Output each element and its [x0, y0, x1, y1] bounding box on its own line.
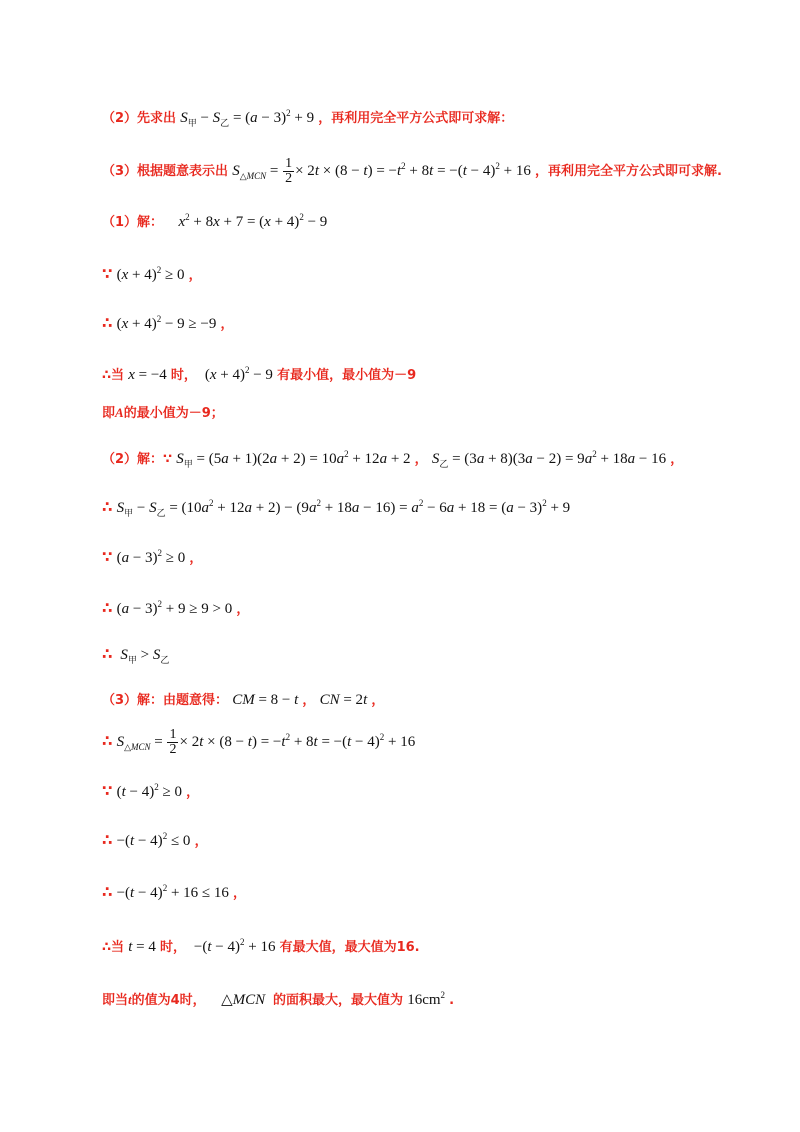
conclusion-text: 即当 [102, 993, 129, 1008]
because-symbol: ∵ [102, 782, 113, 800]
conclusion-text-2: 的最小值为－9； [123, 406, 224, 421]
because-symbol: ∵ [102, 265, 113, 283]
line-max-value [102, 932, 420, 958]
therefore-symbol: ∴ [102, 314, 113, 332]
therefore-symbol: ∴ [102, 831, 113, 849]
when-mid: 时， [159, 940, 186, 955]
conclusion-var: t [128, 992, 132, 1007]
formula: $(t - 4)^2 \ge 0$ [116, 782, 182, 800]
period: . [449, 993, 455, 1008]
hint-2-prefix: （2）先求出 [102, 111, 177, 126]
solution-2-prefix: （2）解：∵ [102, 452, 173, 467]
conclusion-text: 即 [102, 406, 116, 421]
line-solution-2 [102, 444, 683, 474]
formula: $S_甲 - S_乙 = (10a^2 + 12a + 2) - (9a^2 + 18a - 16) = a^2 - 6a + 18 = (a - 3)^2 + 9$ [116, 498, 571, 518]
when-prefix: ∴当 [102, 368, 125, 383]
comma: ， [371, 693, 385, 708]
formula: $S_甲 > S_乙$ [120, 647, 170, 665]
therefore-symbol: ∴ [102, 599, 113, 617]
formula: $(x + 4)^2 \ge 0$ [116, 265, 185, 283]
separator: ， [302, 693, 316, 708]
line-min-value [102, 360, 416, 386]
formula: △MCN [209, 992, 266, 1008]
conclusion-var: A [115, 405, 124, 420]
line-conclusion-1 [102, 403, 224, 424]
comma: ， [236, 602, 250, 617]
therefore-symbol: ∴ [102, 732, 113, 750]
line-therefore-5 [102, 727, 415, 757]
solution-3-prefix: （3）解：由题意得： [102, 693, 229, 708]
formula: $S_乙 = (3a + 8)(3a - 2) = 9a^2 + 18a - 16$ [431, 449, 667, 469]
line-hint-3 [102, 156, 722, 186]
formula: CN = 2t [319, 692, 368, 708]
line-therefore-4 [102, 644, 169, 670]
solution-1-prefix: （1）解： [102, 215, 164, 230]
formula: $-(t - 4)^2 \le 0$ [116, 831, 191, 849]
formula: x = −4 [128, 367, 167, 383]
comma: ， [670, 452, 684, 467]
formula: $(a - 3)^2 + 9 \ge 9 > 0$ [116, 599, 233, 617]
formula: CM = 8 − t [232, 692, 299, 708]
comma: ， [186, 785, 200, 800]
therefore-symbol: ∴ [102, 498, 113, 516]
line-hint-2 [102, 103, 513, 133]
line-solution-3 [102, 690, 384, 711]
when-mid: 时， [170, 368, 197, 383]
comma: ， [188, 268, 202, 283]
hint-3-suffix: ，再利用完全平方公式即可求解. [534, 164, 722, 179]
line-because-2 [102, 543, 202, 569]
line-solution-1 [102, 207, 327, 233]
line-therefore-6 [102, 826, 208, 852]
hint-3-formula: $S_{\triangle MCN}$ = $\frac{1}{2}$ × $2t \times (8 - t) = -t^2 + 8t = -(t - 4)^2 + 16$ [232, 156, 531, 187]
because-symbol: ∵ [102, 548, 113, 566]
solution-1-formula: $x^2 + 8x + 7 = (x + 4)^2 - 9$ [178, 212, 328, 230]
line-therefore-3 [102, 594, 249, 620]
comma: ， [194, 834, 208, 849]
comma: ， [233, 886, 247, 901]
comma: ， [220, 317, 234, 332]
formula: $-(t - 4)^2 + 16$ [190, 937, 276, 955]
line-because-1 [102, 260, 202, 286]
therefore-symbol: ∴ [102, 883, 113, 901]
line-therefore-1 [102, 309, 234, 335]
line-conclusion-3 [102, 985, 454, 1011]
conclusion-text-2: 的值为4时， [131, 993, 206, 1008]
max-suffix: 有最大值，最大值为16. [279, 940, 420, 955]
separator: ， [414, 452, 428, 467]
formula: $S_{\triangle MCN}$ = $\frac{1}{2}$ × $2t \times (8 - t) = -t^2 + 8t = -(t - 4)^2 + 16$ [116, 727, 416, 758]
comma: ， [189, 551, 203, 566]
hint-3-prefix: （3）根据题意表示出 [102, 164, 229, 179]
formula: $16cm^2$ [407, 990, 446, 1008]
hint-2-formula: $S_甲 - S_乙 = (a - 3)^2 + 9$ [180, 108, 315, 128]
line-therefore-7 [102, 878, 246, 904]
formula: $(x + 4)^2 - 9 \ge -9$ [116, 314, 217, 332]
formula: $(x + 4)^2 - 9$ [201, 365, 273, 383]
line-therefore-2 [102, 493, 570, 523]
min-suffix: 有最小值，最小值为－9 [277, 368, 417, 383]
hint-2-suffix: ，再利用完全平方公式即可求解： [318, 111, 514, 126]
formula: $(a - 3)^2 \ge 0$ [116, 548, 186, 566]
therefore-symbol: ∴ [102, 645, 113, 663]
formula: $-(t - 4)^2 + 16 \le 16$ [116, 883, 229, 901]
conclusion-text-3: 的面积最大，最大值为 [273, 993, 404, 1008]
formula: $S_甲 = (5a + 1)(2a + 2) = 10a^2 + 12a + 2$ [176, 449, 411, 469]
line-because-3 [102, 777, 199, 803]
when-prefix: ∴当 [102, 940, 125, 955]
formula: t = 4 [128, 939, 156, 955]
